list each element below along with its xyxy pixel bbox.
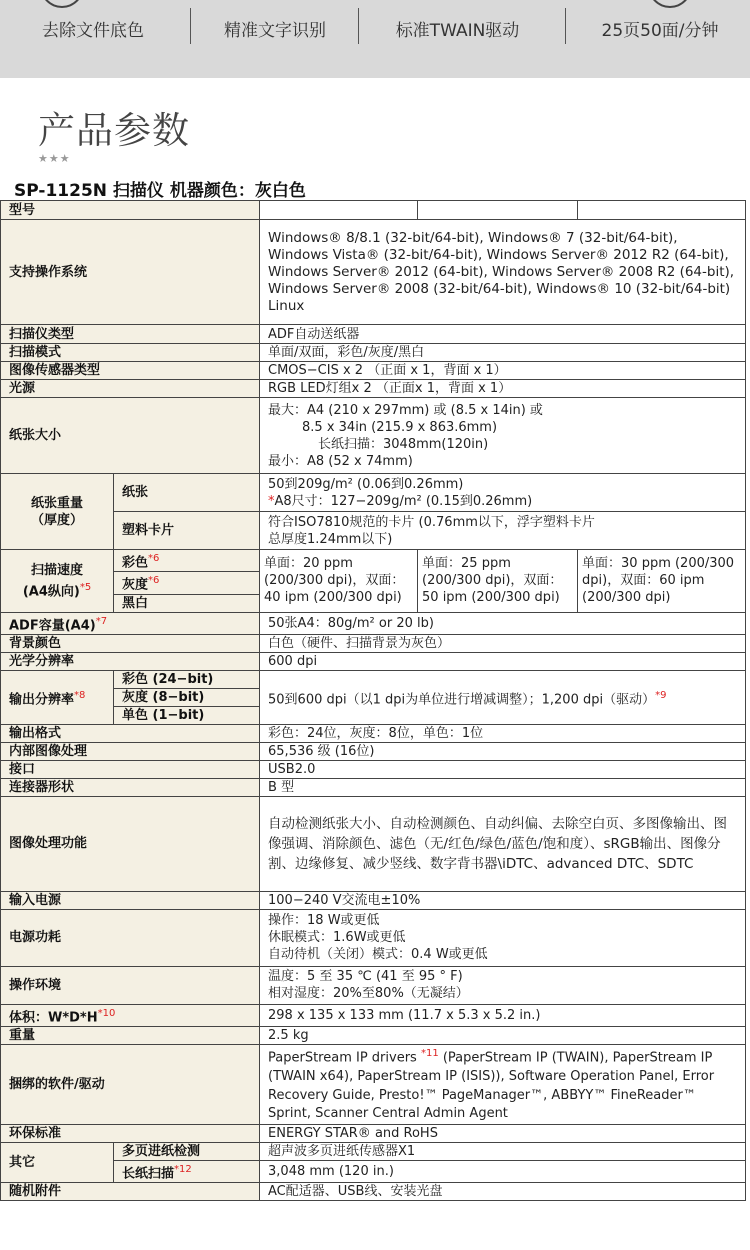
row-label: 环保标准 — [1, 1124, 260, 1142]
row-label: 光学分辨率 — [1, 652, 260, 670]
sub-label: 彩色 (24−bit) — [114, 670, 260, 688]
row-value: 298 x 135 x 133 mm (11.7 x 5.3 x 5.2 in.) — [260, 1004, 746, 1026]
table-row — [1, 474, 746, 512]
table-row — [1, 634, 746, 652]
speed-value: 单面：30 ppm (200/300 dpi)，双面：60 ipm (200/300 dpi) — [578, 550, 746, 613]
rating-stars: ★★★ — [38, 152, 71, 165]
row-label: 光源 — [1, 380, 260, 398]
feature-speed: 25页50面/分钟 — [601, 21, 719, 41]
row-label: 扫描模式 — [1, 344, 260, 362]
row-value — [260, 398, 746, 474]
row-label: 操作环境 — [1, 966, 260, 1004]
row-value: ADF自动送纸器 — [260, 325, 746, 344]
row-label: 重量 — [1, 1027, 260, 1045]
section-title: 产品参数 — [38, 109, 190, 152]
sub-label: 长纸扫描$^{*12}$ — [114, 1160, 260, 1182]
row-label: 连接器形状 — [1, 778, 260, 796]
row-value: CMOS−CIS x 2 （正面 x 1，背面 x 1） — [260, 362, 746, 380]
row-value: 操作：18 W或更低 休眠模式：1.6W或更低 自动待机（关闭）模式：0.4 W或更低 — [260, 909, 746, 966]
row-value: 100−240 V交流电±10% — [260, 891, 746, 909]
sub-label: 多页进纸检测 — [114, 1142, 260, 1160]
table-row — [1, 1004, 746, 1026]
table-row — [1, 612, 746, 634]
row-value: 50到600 dpi（以1 dpi为单位进行增减调整）；1,200 dpi（驱动）$^{*9}$ — [260, 670, 746, 724]
row-label: 体积：$W*D*H^{*10}$ — [1, 1004, 260, 1026]
row-value: 彩色：24位，灰度：8位，单色：1位 — [260, 724, 746, 742]
row-value: Windows® 8/8.1 (32-bit/64-bit), Windows® 7 (32-bit/64-bit), Windows Vista® (32-bit/64-bit), Windows Server® 2012 R2 (64-bit), Windows Server® 2012 (64-bit), Windows Server® 2008 R2 (64-bit), Windows Server® 2008 (32-bit/64-bit), Windows® 10 (32-bit/64-bit) Linux — [260, 220, 746, 325]
row-label: 输出分辨率$^{*8}$ — [1, 670, 114, 724]
table-row — [1, 1142, 746, 1160]
row-value: 超声波多页进纸传感器X1 — [260, 1142, 746, 1160]
row-value: 3,048 mm (120 in.) — [260, 1160, 746, 1182]
table-row — [1, 1027, 746, 1045]
row-value: RGB LED灯组x 2 （正面x 1，背面 x 1） — [260, 380, 746, 398]
sub-label: 黑白 — [114, 594, 260, 612]
row-label: 纸张重量 （厚度） — [1, 474, 114, 550]
sub-label: 灰度$^{*6}$ — [114, 572, 260, 594]
table-row — [1, 344, 746, 362]
row-label: 型号 — [1, 201, 260, 220]
table-row — [1, 398, 746, 474]
sub-label: 纸张 — [114, 474, 260, 512]
table-row — [1, 760, 746, 778]
sub-label: 彩色$^{*6}$ — [114, 550, 260, 572]
feature-ocr: 精准文字识别 — [224, 21, 326, 41]
table-row — [1, 909, 746, 966]
text-line: 8.5 x 34in (215.9 x 863.6mm) — [302, 419, 498, 435]
row-label: 捆绑的软件/驱动 — [1, 1045, 260, 1124]
feature-remove-bg: 去除文件底色 — [42, 21, 144, 41]
row-label: 其它 — [1, 1142, 114, 1182]
row-value: USB2.0 — [260, 760, 746, 778]
row-label: 随机附件 — [1, 1182, 260, 1200]
divider — [565, 8, 566, 44]
row-label: 扫描速度 (A4纵向)$^{*5}$ — [1, 550, 114, 613]
text-line: 长纸扫描：3048mm(120in) — [318, 436, 489, 452]
table-row — [1, 966, 746, 1004]
feature-bar — [0, 0, 750, 78]
row-label: 纸张大小 — [1, 398, 260, 474]
row-label: 内部图像处理 — [1, 742, 260, 760]
table-row — [1, 380, 746, 398]
row-label: 支持操作系统 — [1, 220, 260, 325]
table-row — [1, 724, 746, 742]
divider — [358, 8, 359, 44]
table-row — [1, 325, 746, 344]
row-label: 图像处理功能 — [1, 796, 260, 891]
row-value: ENERGY STAR® and RoHS — [260, 1124, 746, 1142]
row-value: B 型 — [260, 778, 746, 796]
table-row — [1, 670, 746, 688]
row-value: 50到209g/m² (0.06到0.26mm) *A8尺寸：127−209g/m² (0.15到0.26mm) — [260, 474, 746, 512]
table-row — [1, 220, 746, 325]
table-row — [1, 1045, 746, 1124]
row-value: 65,536 级 (16位) — [260, 742, 746, 760]
table-row — [1, 550, 746, 572]
row-label: 图像传感器类型 — [1, 362, 260, 380]
row-value: 自动检测纸张大小、自动检测颜色、自动纠偏、去除空白页、多图像输出、图像强调、消除颜色、滤色（无/红色/绿色/蓝色/饱和度）、sRGB输出、图像分割、边缘修复、减少竖线、数字背书器\iDTC、advanced DTC、SDTC — [260, 796, 746, 891]
table-row — [1, 742, 746, 760]
table-row — [1, 796, 746, 891]
row-value: 2.5 kg — [260, 1027, 746, 1045]
row-value: PaperStream IP drivers $^{*11}$ (PaperStream IP (TWAIN), PaperStream IP (TWAIN x64), PaperStream IP (ISIS)), Software Operation Panel, Error Recovery Guide, Presto!™ PageManager™, ABBYY™ FineReader™ Sprint, Scanner Central Admin Agent — [260, 1045, 746, 1124]
table-row — [1, 201, 746, 220]
table-row — [1, 652, 746, 670]
row-value: 50张A4：80g/m² or 20 lb) — [260, 612, 746, 634]
row-value: 白色（硬件、扫描背景为灰色） — [260, 634, 746, 652]
sub-label: 单色 (1−bit) — [114, 706, 260, 724]
feature-twain: 标准TWAIN驱动 — [395, 21, 520, 41]
table-row — [1, 891, 746, 909]
speed-value: 单面：25 ppm (200/300 dpi)，双面：50 ipm (200/300 dpi) — [418, 550, 578, 613]
row-label: 背景颜色 — [1, 634, 260, 652]
row-value: 温度：5 至 35 ℃ (41 至 95 ° F) 相对湿度：20%至80%（无凝结） — [260, 966, 746, 1004]
row-label: 输入电源 — [1, 891, 260, 909]
table-row — [1, 362, 746, 380]
row-label: ADF容量$(A4)^{*7}$ — [1, 612, 260, 634]
row-label: 扫描仪类型 — [1, 325, 260, 344]
row-value: 600 dpi — [260, 652, 746, 670]
row-label: 电源功耗 — [1, 909, 260, 966]
feature-icon — [648, 0, 692, 8]
row-value: 单面/双面，彩色/灰度/黑白 — [260, 344, 746, 362]
text-line: 最大：A4 (210 x 297mm) 或 (8.5 x 14in) 或 — [268, 402, 543, 418]
text-line: 最小：A8 (52 x 74mm) — [268, 453, 413, 469]
row-value: 符合ISO7810规范的卡片 (0.76mm以下，浮字塑料卡片 总厚度1.24mm以下) — [260, 512, 746, 550]
divider — [190, 8, 191, 44]
table-row — [1, 1124, 746, 1142]
sub-label: 塑料卡片 — [114, 512, 260, 550]
table-row — [1, 778, 746, 796]
table-row — [1, 1182, 746, 1200]
sub-label: 灰度 (8−bit) — [114, 688, 260, 706]
spec-table — [0, 200, 746, 1201]
feature-icon — [40, 0, 84, 8]
speed-value: 单面：20 ppm (200/300 dpi)，双面：40 ipm (200/300 dpi) — [260, 550, 418, 613]
product-title: SP-1125N 扫描仪 机器颜色：灰白色 — [14, 181, 306, 201]
row-value: AC配适器、USB线、安装光盘 — [260, 1182, 746, 1200]
row-label: 接口 — [1, 760, 260, 778]
row-label: 输出格式 — [1, 724, 260, 742]
